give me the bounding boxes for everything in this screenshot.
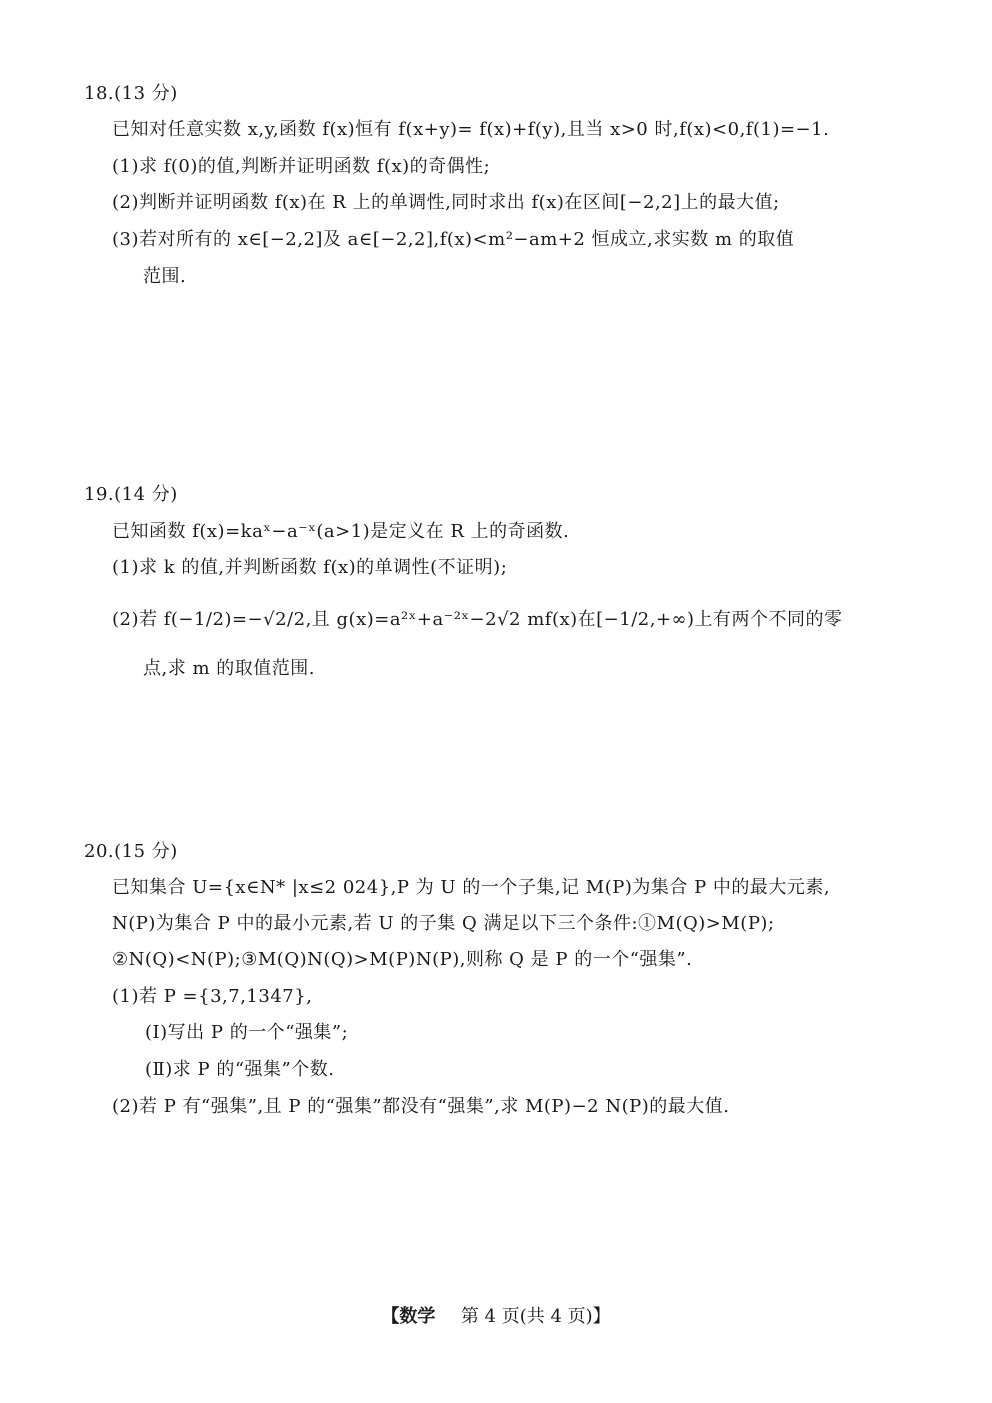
question-20-stem-1: 已知集合 U={x∈N* |x≤2 024},P 为 U 的一个子集,记 M(P)为集合 P 中的最大元素,	[112, 877, 831, 898]
question-20-part-1-ii: (Ⅱ)求 P 的“强集”个数.	[145, 1059, 335, 1080]
question-18-header: 18.(13 分)	[84, 83, 178, 104]
question-19-part-2-cont: 点,求 m 的取值范围.	[143, 658, 315, 679]
question-18-part-1: (1)求 f(0)的值,判断并证明函数 f(x)的奇偶性;	[112, 156, 491, 177]
question-18-part-3: (3)若对所有的 x∈[−2,2]及 a∈[−2,2],f(x)<m²−am+2 恒成立,求实数 m 的取值	[112, 229, 795, 250]
question-20-part-1-i: (Ⅰ)写出 P 的一个“强集”;	[145, 1022, 349, 1043]
question-19-part-1: (1)求 k 的值,并判断函数 f(x)的单调性(不证明);	[112, 557, 508, 578]
footer-page-info: 第 4 页(共 4 页)】	[460, 1306, 611, 1327]
page-footer	[0, 1305, 992, 1329]
question-20-header: 20.(15 分)	[84, 841, 178, 862]
question-19-header: 19.(14 分)	[84, 484, 178, 505]
question-20-part-1: (1)若 P ={3,7,1347},	[112, 986, 313, 1007]
question-19-stem: 已知函数 f(x)=kaˣ−a⁻ˣ(a>1)是定义在 R 上的奇函数.	[112, 521, 570, 542]
question-18-part-3-cont: 范围.	[143, 266, 187, 287]
question-20-stem-3: ②N(Q)<N(P);③M(Q)N(Q)>M(P)N(P),则称 Q 是 P 的一个“强集”.	[112, 949, 693, 970]
footer-subject: 【数学	[381, 1306, 436, 1327]
question-19-part-2: (2)若 f(−1/2)=−√2/2,且 g(x)=a²ˣ+a⁻²ˣ−2√2 mf(x)在[−1/2,+∞)上有两个不同的零	[112, 609, 843, 630]
question-18-part-2: (2)判断并证明函数 f(x)在 R 上的单调性,同时求出 f(x)在区间[−2,2]上的最大值;	[112, 192, 780, 213]
question-20-part-2: (2)若 P 有“强集”,且 P 的“强集”都没有“强集”,求 M(P)−2 N(P)的最大值.	[112, 1096, 730, 1117]
question-20-stem-2: N(P)为集合 P 中的最小元素,若 U 的子集 Q 满足以下三个条件:①M(Q)>M(P);	[112, 913, 775, 934]
question-18-stem: 已知对任意实数 x,y,函数 f(x)恒有 f(x+y)= f(x)+f(y),且当 x>0 时,f(x)<0,f(1)=−1.	[112, 119, 830, 140]
